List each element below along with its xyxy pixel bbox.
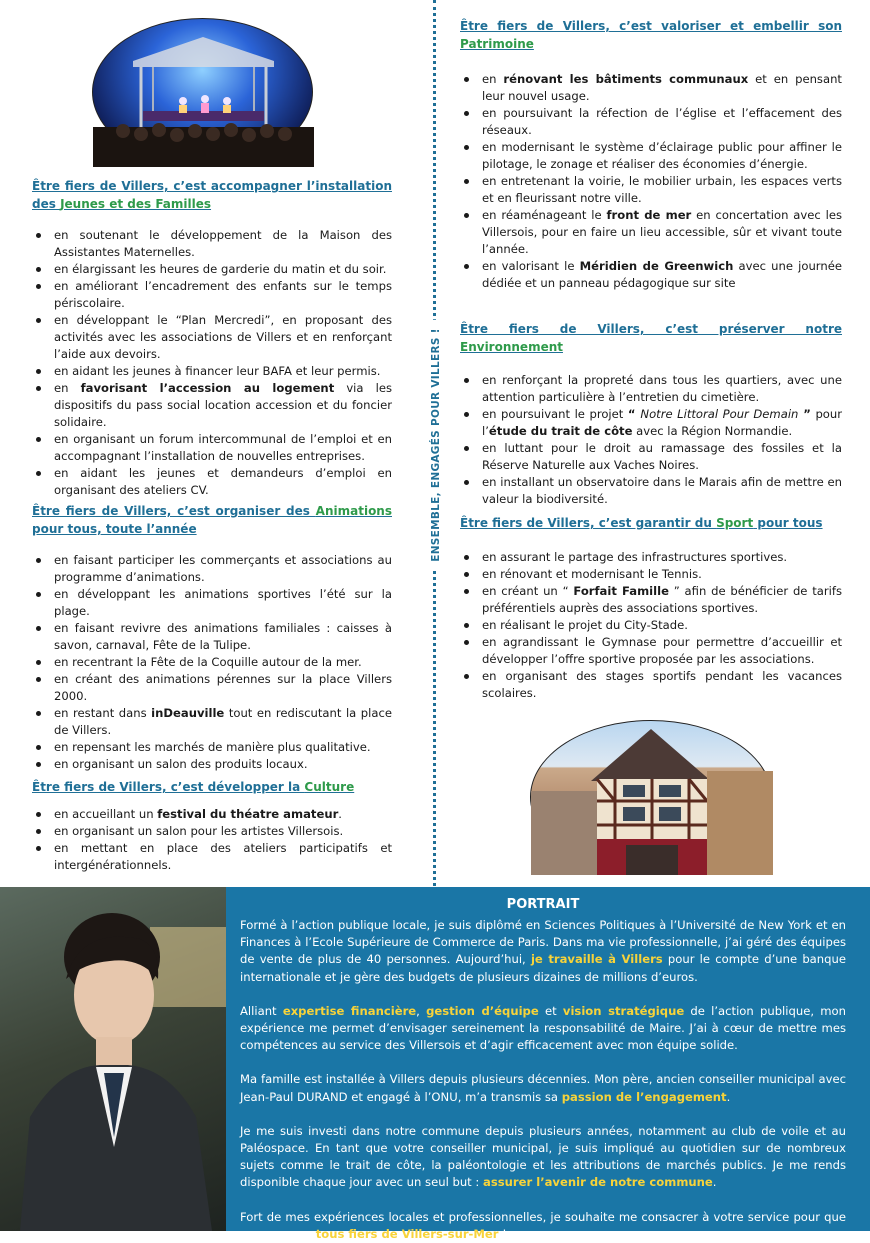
list-item: en installant un observatoire dans le Marais afin de mettre en valeur la biodiversité. — [460, 474, 842, 508]
list-item: en améliorant l’encadrement des enfants sur le temps périscolaire. — [32, 278, 392, 312]
list-item-text: en restant dans — [54, 706, 152, 720]
section-sport — [460, 514, 842, 702]
paragraph-text: Alliant — [240, 1003, 283, 1018]
list-item-text: en — [54, 381, 81, 395]
list-item: en faisant revivre des animations familiales : caisses à savon, carnaval, Fête de la Tulipe. — [32, 620, 392, 654]
paragraph-text: de l’action publique, mon expérience me permet d’envisager sereinement la responsabilité de Maire. J’ai à cœur de mettre mes compétences au service des Villersois et d’agir efficacement avec mon équipe solide. — [240, 1003, 846, 1053]
paragraph-text: pour le compte d’une banque internationale et je gère des budgets de plusieurs dizaines de millions d’euros. — [240, 952, 846, 984]
list-item: en faisant participer les commerçants et associations au programme d’animations. — [32, 552, 392, 586]
portrait-paragraph — [240, 1123, 846, 1192]
list-item-emphasis: Méridien de Greenwich — [579, 259, 734, 273]
list-item: en développant les animations sportives l’été sur la plage. — [32, 586, 392, 620]
list-item-text: avec une journée dédiée et un panneau pédagogique sur site — [482, 259, 842, 290]
vertical-slogan: ENSEMBLE, ENGAGÉS POUR VILLERS ! — [430, 320, 442, 570]
list-item-italic: Notre Littoral Pour Demain — [640, 407, 799, 421]
list-item: en élargissant les heures de garderie du matin et du soir. — [32, 261, 392, 278]
bullet-list — [32, 227, 392, 499]
list-item: en organisant des stages sportifs pendant les vacances scolaires. — [460, 668, 842, 702]
list-item — [460, 207, 842, 258]
list-item: en renforçant la propreté dans tous les quartiers, avec une attention particulière à l’entretien du cimetière. — [460, 372, 842, 406]
list-item-text: en — [482, 72, 504, 86]
paragraph-text: et — [538, 1003, 563, 1018]
concert-stage-photo — [92, 18, 313, 166]
section-title-environnement — [460, 320, 842, 356]
portrait-paragraph — [240, 1209, 846, 1243]
list-item-emphasis: favorisant l’accession au logement — [80, 381, 335, 395]
list-item — [32, 806, 392, 823]
list-item: en organisant un salon pour les artistes Villersois. — [32, 823, 392, 840]
paragraph-text: ! — [498, 1226, 507, 1241]
list-item — [32, 705, 392, 739]
section-environnement — [460, 320, 842, 508]
list-item-emphasis: Forfait Famille — [573, 584, 669, 598]
paragraph-text: , — [416, 1003, 427, 1018]
section-title-text: Être fiers de Villers, c’est développer la — [32, 780, 305, 794]
list-item-emphasis: “ — [627, 407, 641, 421]
section-title-culture — [32, 778, 392, 796]
list-item: en recentrant la Fête de la Coquille autour de la mer. — [32, 654, 392, 671]
list-item-text: . — [338, 807, 342, 821]
paragraph-text: Formé à l’action publique locale, je suis diplômé en Sciences Politiques à l’Université de New York et en Finances à l’Ecole Supérieure de Commerce de Paris. Dans ma vie professionnelle, j’ai géré des équipes de vente de plus de 40 personnes. Aujourd’hui, — [240, 918, 846, 967]
list-item: en organisant un forum intercommunal de l’emploi et en accompagnant l’installation de nouvelles entreprises. — [32, 431, 392, 465]
paragraph-text: Je me suis investi dans notre commune depuis plusieurs années, notamment au club de voile et au Paléospace. En tant que votre conseiller municipal, je suis impliqué au quotidien sur de nombreux sujets comme le trait de côte, la paléontologie et les attributions de marchés publics. Je me rends disponible chaque jour avec un seul but : — [240, 1123, 846, 1190]
highlight-text: expertise financière — [282, 1003, 417, 1018]
list-item: en développant le “Plan Mercredi”, en proposant des activités avec les associations de Villers et en renforçant l’aide aux devoirs. — [32, 312, 392, 363]
highlight-text: assurer l’avenir de notre commune — [483, 1175, 713, 1190]
portrait-paragraph — [240, 1071, 846, 1105]
list-item-text: tout en rediscutant la place de Villers. — [54, 706, 392, 737]
highlight-text: vision stratégique — [562, 1003, 685, 1018]
section-title-keyword: Patrimoine — [460, 37, 534, 51]
list-item-text: en concertation avec les Villersois, pour en faire un lieu accessible, sûr et vivant toute l’année. — [482, 208, 842, 256]
section-title-text: Être fiers de Villers, c’est accompagner l’installation des — [32, 179, 392, 211]
list-item — [460, 71, 842, 105]
list-item-text: et en pensant leur nouvel usage. — [482, 72, 842, 103]
section-title-animations — [32, 502, 392, 538]
list-item: en réalisant le projet du City-Stade. — [460, 617, 842, 634]
portrait-photo — [0, 887, 226, 1231]
section-jeunes-familles — [32, 177, 392, 499]
list-item-text: pour l’ — [482, 407, 843, 438]
section-title-text: Être fiers de Villers, c’est organiser des — [32, 504, 316, 518]
paragraph-text: . — [712, 1175, 717, 1190]
bullet-list — [460, 549, 842, 702]
portrait-paragraph — [240, 917, 846, 986]
building-illustration — [531, 721, 773, 875]
list-item-text: en réaménageant le — [482, 208, 607, 222]
section-title-keyword: Animations — [315, 504, 392, 518]
list-item-emphasis: rénovant les bâtiments communaux — [503, 72, 749, 86]
section-title-patrimoine — [460, 17, 842, 53]
list-item: en luttant pour le droit au ramassage des fossiles et la Réserve Naturelle aux Vaches Noires. — [460, 440, 842, 474]
section-title-text: Être fiers de Villers, c’est valoriser et embellir son — [460, 19, 842, 33]
section-title-jeunes-familles — [32, 177, 392, 213]
section-title-text: pour tous, toute l’année — [32, 522, 197, 536]
highlight-text: passion de l’engagement — [561, 1089, 727, 1104]
section-animations — [32, 502, 392, 773]
list-item-text: ” afin de bénéficier de tarifs préférentiels auprès des associations sportives. — [482, 584, 842, 615]
section-title-keyword: Environnement — [460, 340, 563, 354]
section-title-text: Être fiers de Villers, c’est préserver notre — [460, 322, 842, 336]
bullet-list — [32, 806, 392, 874]
section-title-keyword: Culture — [304, 780, 355, 794]
list-item — [460, 406, 842, 440]
list-item: en soutenant le développement de la Maison des Assistantes Maternelles. — [32, 227, 392, 261]
list-item-text: via les dispositifs du pass social location accession et du foncier solidaire. — [54, 381, 392, 429]
list-item: en aidant les jeunes et demandeurs d’emploi en organisant des ateliers CV. — [32, 465, 392, 499]
list-item-text: en créant un “ — [482, 584, 574, 598]
section-title-keyword: Jeunes et des Familles — [60, 197, 212, 211]
portrait-text — [240, 895, 846, 1243]
list-item-text: en accueillant un — [54, 807, 158, 821]
list-item: en organisant un salon des produits locaux. — [32, 756, 392, 773]
list-item: en modernisant le système d’éclairage public pour affiner le pilotage, le zonage et réaliser des économies d’énergie. — [460, 139, 842, 173]
highlight-text: tous fiers de Villers-sur-Mer — [315, 1226, 499, 1241]
bullet-list — [460, 71, 842, 292]
list-item — [460, 258, 842, 292]
section-title-keyword: Sport — [716, 516, 754, 530]
highlight-text: gestion d’équipe — [426, 1003, 539, 1018]
list-item: en mettant en place des ateliers participatifs et intergénérationnels. — [32, 840, 392, 874]
portrait-illustration — [0, 887, 226, 1231]
portrait-title: PORTRAIT — [506, 897, 580, 912]
list-item: en créant des animations pérennes sur la place Villers 2000. — [32, 671, 392, 705]
paragraph-text: Fort de mes expériences locales et professionnelles, je souhaite me consacrer à votre service pour que nous soyons — [240, 1209, 846, 1241]
list-item-emphasis: festival du théatre amateur — [157, 807, 339, 821]
list-item — [32, 380, 392, 431]
list-item: en entretenant la voirie, le mobilier urbain, les espaces verts et en fleurissant notre ville. — [460, 173, 842, 207]
section-culture — [32, 778, 392, 874]
list-item: en assurant le partage des infrastructures sportives. — [460, 549, 842, 566]
paragraph-text: . — [726, 1089, 731, 1104]
list-item — [460, 583, 842, 617]
list-item: en poursuivant la réfection de l’église et l’effacement des réseaux. — [460, 105, 842, 139]
list-item: en agrandissant le Gymnase pour permettre d’accueillir et développer l’offre sportive proposée par les associations. — [460, 634, 842, 668]
section-title-text: Être fiers de Villers, c’est garantir du — [460, 516, 717, 530]
portrait-paragraph — [240, 1003, 846, 1055]
bullet-list — [460, 372, 842, 508]
section-title-sport — [460, 514, 842, 532]
list-item-emphasis: ” — [798, 407, 811, 421]
bullet-list — [32, 552, 392, 773]
section-patrimoine — [460, 17, 842, 292]
half-timbered-building-photo — [530, 720, 772, 874]
list-item-emphasis: étude du trait de côte — [488, 424, 633, 438]
concert-illustration — [93, 19, 314, 167]
list-item-text: en poursuivant le projet — [482, 407, 628, 421]
section-title-text: pour tous — [753, 516, 823, 530]
list-item: en repensant les marchés de manière plus qualitative. — [32, 739, 392, 756]
list-item-text: avec la Région Normandie. — [632, 424, 793, 438]
list-item: en aidant les jeunes à financer leur BAFA et leur permis. — [32, 363, 392, 380]
list-item-emphasis: front de mer — [606, 208, 692, 222]
list-item-text: en valorisant le — [482, 259, 580, 273]
paragraph-text: Ma famille est installée à Villers depuis plusieurs décennies. Mon père, ancien conseiller municipal avec Jean-Paul DURAND et engagé à l’ONU, m’a transmis sa — [240, 1072, 846, 1104]
highlight-text: je travaille à Villers — [530, 952, 663, 967]
list-item-emphasis: inDeauville — [151, 706, 225, 720]
list-item: en rénovant et modernisant le Tennis. — [460, 566, 842, 583]
